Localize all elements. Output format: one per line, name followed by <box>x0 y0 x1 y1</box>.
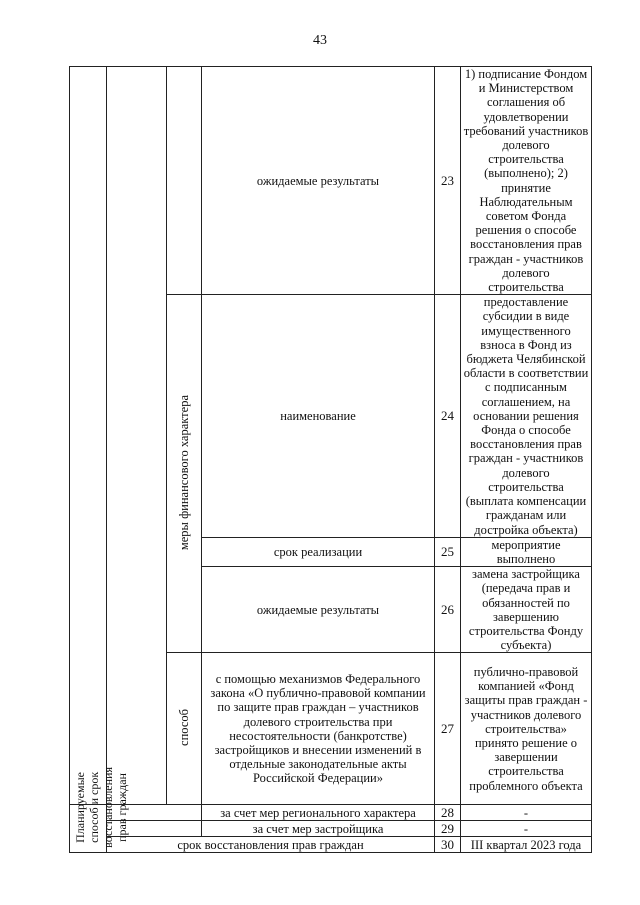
row-description: наименование <box>202 295 435 537</box>
row-number: 23 <box>435 67 461 295</box>
row-number: 28 <box>435 805 461 821</box>
row-description: ожидаемые результаты <box>202 567 435 653</box>
blank-cell <box>107 67 167 805</box>
row-number: 27 <box>435 653 461 805</box>
row-value: предоставление субсидии в виде имущественного взноса в Фонд из бюджета Челябинской области в соответствии с подписанным соглашением, на основании решения Фонда о способе восстановления прав граждан - участников долевого строительства (выплата компенсации гражданам или достройка объекта) <box>461 295 592 537</box>
row-value: публично-правовой компанией «Фонд защиты прав граждан - участников долевого строительства» принято решение о завершении строительства проблемного объекта <box>461 653 592 805</box>
row-value: - <box>461 821 592 837</box>
row-number: 29 <box>435 821 461 837</box>
row-number: 30 <box>435 837 461 853</box>
row-description: за счет мер застройщика <box>202 821 435 837</box>
financial-measures-label: меры финансового характера <box>177 394 191 550</box>
financial-measures-label-cell <box>167 295 202 653</box>
row-number: 24 <box>435 295 461 537</box>
table-row <box>70 805 592 821</box>
row-number: 26 <box>435 567 461 653</box>
blank-cell <box>167 67 202 295</box>
row-value: - <box>461 805 592 821</box>
row-number: 25 <box>435 537 461 566</box>
method-label: способ <box>177 708 191 746</box>
row-value: III квартал 2023 года <box>461 837 592 853</box>
outer-blank-cell <box>70 67 107 805</box>
method-label-cell <box>167 653 202 805</box>
row-description: срок восстановления прав граждан <box>107 837 435 853</box>
table-row <box>70 821 592 837</box>
row-value: 1) подписание Фондом и Министерством соглашения об удовлетворении требований участников долевого строительства (выполнено); 2) принятие Наблюдательным советом Фонда решения о способе восстановления прав граждан - участников долевого строительства <box>461 67 592 295</box>
row-description: ожидаемые результаты <box>202 67 435 295</box>
row-description: с помощью механизмов Федерального закона «О публично-правовой компании по защите прав граждан – участников долевого строительства при несостоятельности (банкротстве) застройщиков и внесении изменений в отдельные законодательные акты Российской Федерации» <box>202 653 435 805</box>
row-description: за счет мер регионального характера <box>202 805 435 821</box>
measures-table <box>69 66 592 853</box>
row-value: мероприятие выполнено <box>461 537 592 566</box>
row-value: замена застройщика (передача прав и обязанностей по завершению строительства Фонду субъекта) <box>461 567 592 653</box>
table-row <box>70 837 592 853</box>
table-row <box>70 67 592 295</box>
row-description: срок реализации <box>202 537 435 566</box>
outer-group-label: Планируемые способ и срок восстановления прав граждан <box>73 767 129 849</box>
outer-group-label-cell <box>70 767 129 853</box>
page-number: 43 <box>313 33 327 48</box>
